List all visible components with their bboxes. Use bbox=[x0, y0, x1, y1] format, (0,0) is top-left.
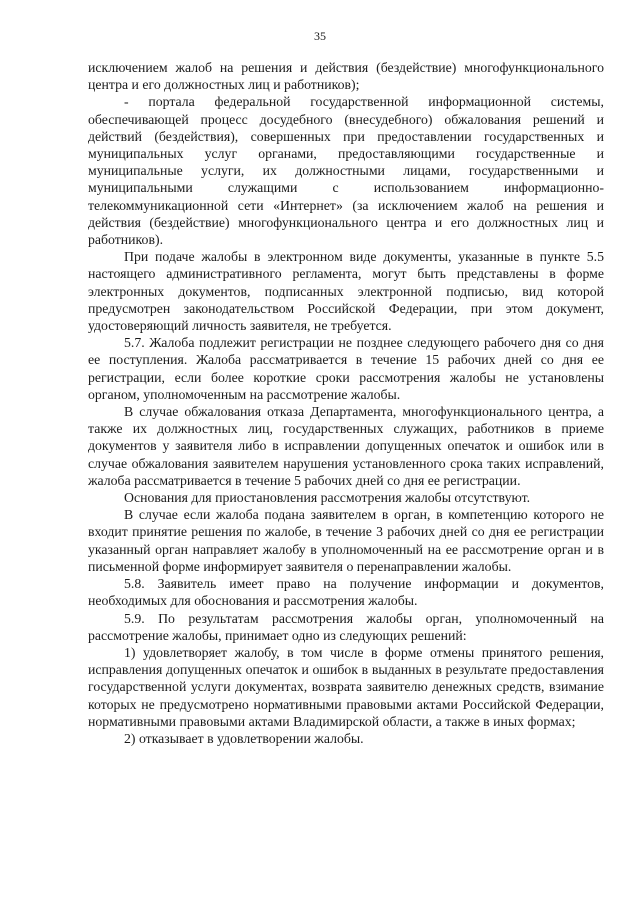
paragraph-portal: - портала федеральной государственной информационной системы, обеспечивающей процесс досудебного (внесудебного) обжалования решений и действий (бездействия), совершенных при предоставлении государственных и муниципальных услуг органами, предоставляющими государственные и муниципальные услуги, их должностными лицами, государственными и муниципальными служащими с использованием информационно-телекоммуникационной сети «Интернет» (за исключением жалоб на решения и действия (бездействие) многофункционального центра и его должностных лиц и работников). bbox=[88, 94, 604, 248]
paragraph-decision-1: 1) удовлетворяет жалобу, в том числе в форме отмены принятого решения, исправления допущенных опечаток и ошибок в выданных в результате предоставления государственной услуги документах, возврата заявителю денежных средств, взимание которых не предусмотрено нормативными правовыми актами Российской Федерации, нормативными правовыми актами Владимирской области, а также в иных формах; bbox=[88, 644, 604, 729]
paragraph-5-9: 5.9. По результатам рассмотрения жалобы орган, уполномоченный на рассмотрение жалобы, принимает одно из следующих решений: bbox=[88, 610, 604, 643]
paragraph-decision-2: 2) отказывает в удовлетворении жалобы. bbox=[124, 730, 364, 746]
paragraph-electronic-submission: При подаче жалобы в электронном виде документы, указанные в пункте 5.5 настоящего административного регламента, могут быть представлены в форме электронных документов, подписанных электронной подписью, вид которой предусмотрен законодательством Российской Федерации, при этом документ, удостоверяющий личность заявителя, не требуется. bbox=[88, 249, 604, 334]
page-number: 35 bbox=[314, 29, 326, 43]
paragraph-no-suspension: Основания для приостановления рассмотрения жалобы отсутствуют. bbox=[124, 490, 531, 506]
paragraph-refusal-appeal: В случае обжалования отказа Департамента, многофункционального центра, а также их должностных лиц, государственных служащих, работников в приеме документов у заявителя либо в исправлении допущенных опечаток и ошибок или в случае обжалования заявителем нарушения установленного срока таких исправлений, жалоба рассматривается в течение 5 рабочих дней со дня ее регистрации. bbox=[88, 404, 604, 488]
paragraph-5-7: 5.7. Жалоба подлежит регистрации не позднее следующего рабочего дня со дня ее поступления. Жалоба рассматривается в течение 15 рабочих дней со дня ее регистрации, если более короткие сроки рассмотрения жалобы не установлены органом, уполномоченным на рассмотрение жалобы. bbox=[88, 335, 604, 402]
paragraph-redirect: В случае если жалоба подана заявителем в орган, в компетенцию которого не входит принятие решения по жалобе, в течение 3 рабочих дней со дня ее регистрации указанный орган направляет жалобу в уполномоченный на ее рассмотрение орган и в письменной форме информирует заявителя о перенаправлении жалобы. bbox=[88, 507, 604, 574]
paragraph-continuation: исключением жалоб на решения и действия (бездействие) многофункционального центра и его должностных лиц и работников); bbox=[88, 60, 604, 93]
body-text bbox=[88, 59, 604, 747]
paragraph-5-8: 5.8. Заявитель имеет право на получение информации и документов, необходимых для обоснования и рассмотрения жалобы. bbox=[88, 576, 604, 609]
